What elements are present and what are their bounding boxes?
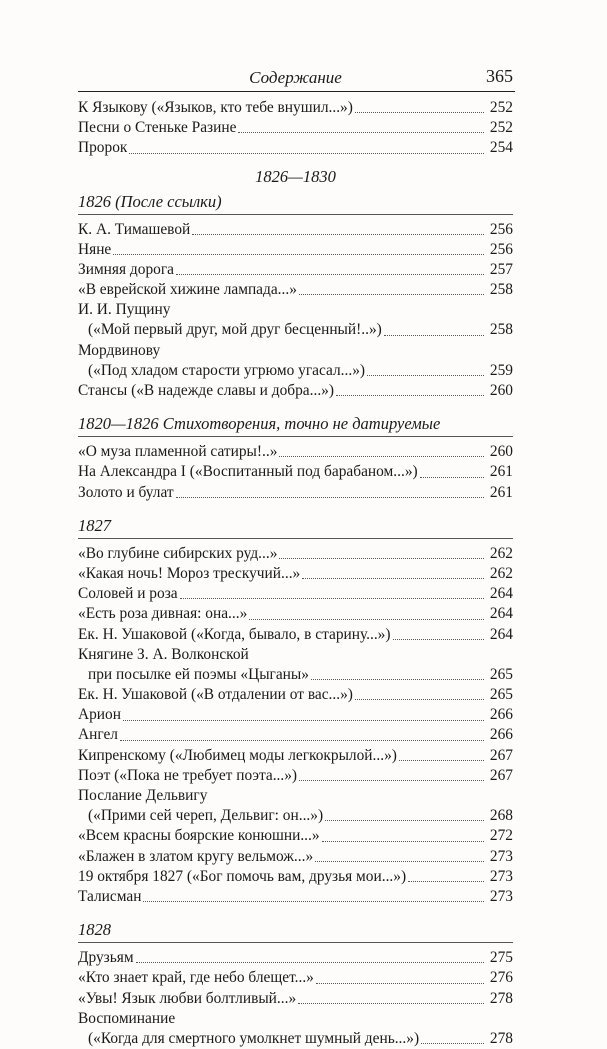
toc-entry-page: 256 xyxy=(489,240,513,258)
dot-leader xyxy=(421,1042,484,1044)
section-rule xyxy=(78,214,513,215)
toc-entry-title: «Блажен в златом кругу вельмож...» xyxy=(78,847,314,865)
toc-entry xyxy=(78,746,513,766)
toc-entry-title: Зимняя дорога xyxy=(78,260,174,278)
toc-entry-page: 262 xyxy=(489,544,513,562)
toc-entry xyxy=(78,462,513,482)
toc-entry-page: 266 xyxy=(489,726,513,744)
dot-leader xyxy=(279,455,484,457)
dot-leader xyxy=(192,233,484,235)
toc-entry-page: 258 xyxy=(489,281,513,299)
toc-entry-title: Послание Дельвигу xyxy=(78,787,208,805)
dot-leader xyxy=(311,678,484,680)
toc-entry-title: Кипренскому («Любимец моды легкокрылой...») xyxy=(78,746,397,764)
toc-entry xyxy=(78,118,513,138)
dot-leader xyxy=(355,111,484,113)
dot-leader xyxy=(238,131,484,133)
toc-entry-title: «Какая ночь! Мороз трескучий...» xyxy=(78,564,301,582)
toc-entry-title: («Прими сей череп, Дельвиг: он...») xyxy=(88,807,324,825)
toc-entry-title: Княгине З. А. Волконской xyxy=(78,645,249,663)
dot-leader xyxy=(420,476,484,478)
dot-leader xyxy=(299,293,484,295)
section-gap xyxy=(78,503,513,513)
toc-entry-page: 256 xyxy=(489,220,513,238)
toc-entry xyxy=(78,98,513,118)
toc-entry xyxy=(78,887,513,907)
dot-leader xyxy=(249,618,484,620)
toc-entry-page: 268 xyxy=(489,807,513,825)
toc-entry-page: 278 xyxy=(489,1029,513,1047)
toc-entry-title: К. А. Тимашевой xyxy=(78,220,191,238)
toc-entry-page: 272 xyxy=(489,827,513,845)
dot-leader xyxy=(113,253,484,255)
toc-entry-page: 257 xyxy=(489,260,513,278)
toc-entry-title: «В еврейской хижине лампада...» xyxy=(78,281,297,299)
toc-entry-page: 278 xyxy=(489,989,513,1007)
toc-entry xyxy=(78,240,513,260)
toc-entry xyxy=(78,968,513,988)
toc-entry-title: Стансы («В надежде славы и добра...») xyxy=(78,382,334,400)
toc-entry xyxy=(78,726,513,746)
dot-leader xyxy=(316,982,484,984)
dot-leader xyxy=(136,961,484,963)
toc-entry-title: «Всем красны боярские конюшни...» xyxy=(78,827,320,845)
toc-entry xyxy=(78,584,513,604)
header-rule xyxy=(78,91,515,92)
toc-entry xyxy=(78,260,513,280)
toc-entry-page: 267 xyxy=(489,766,513,784)
toc-entry xyxy=(78,665,513,685)
toc-entry-title: «Есть роза дивная: она...» xyxy=(78,605,248,623)
toc-entry-page: 260 xyxy=(489,382,513,400)
dot-leader xyxy=(384,334,484,336)
toc-entry xyxy=(78,604,513,624)
toc-entry xyxy=(78,685,513,705)
toc-entry-page: 261 xyxy=(489,463,513,481)
dot-leader xyxy=(180,597,484,599)
toc-entry-page: 265 xyxy=(489,686,513,704)
dot-leader xyxy=(120,739,484,741)
dot-leader xyxy=(315,860,484,862)
section-heading: 1820—1826 Стихотворения, точно не датируемые xyxy=(78,414,441,434)
toc-entry-title: Друзьям xyxy=(78,949,134,967)
toc-entry-title: Соловей и роза xyxy=(78,585,178,603)
toc-entry-title: Золото и булат xyxy=(78,483,174,501)
dot-leader xyxy=(302,577,484,579)
toc-entry-page: 275 xyxy=(489,949,513,967)
page-number: 365 xyxy=(486,66,513,86)
toc-entry-title: «О муза пламенной сатиры!..» xyxy=(78,443,278,461)
toc-entry-title: «Кто знает край, где небо блещет...» xyxy=(78,969,314,987)
toc-entry xyxy=(78,645,513,665)
toc-entry xyxy=(78,705,513,725)
toc-entry xyxy=(78,847,513,867)
dot-leader xyxy=(408,880,484,882)
toc-entry-page: 252 xyxy=(489,98,513,116)
toc-entry-page: 262 xyxy=(489,564,513,582)
section-heading: 1826 (После ссылки) xyxy=(78,191,222,211)
toc-entry-title: Песни о Стеньке Разине xyxy=(78,119,237,137)
toc-entry xyxy=(78,1029,513,1049)
table-of-contents xyxy=(78,98,513,1049)
toc-entry-page: 252 xyxy=(489,119,513,137)
toc-entry xyxy=(78,564,513,584)
toc-entry xyxy=(78,321,513,341)
toc-entry-title: 19 октября 1827 («Бог помочь вам, друзья мои...») xyxy=(78,867,407,885)
dot-leader xyxy=(298,1002,484,1004)
dot-leader xyxy=(123,719,484,721)
toc-entry-page: 254 xyxy=(489,139,513,157)
toc-entry-title: Пророк xyxy=(78,139,128,157)
toc-entry-title: Мордвинову xyxy=(78,341,161,359)
toc-entry xyxy=(78,948,513,968)
toc-entry xyxy=(78,867,513,887)
toc-entry-title: «Увы! Язык любви болтливый...» xyxy=(78,989,297,1007)
toc-entry xyxy=(78,826,513,846)
toc-entry-title: К Языкову («Языков, кто тебе внушил...») xyxy=(78,98,353,116)
toc-entry-title: И. И. Пущину xyxy=(78,301,171,319)
toc-entry-title: Ек. Н. Ушаковой («Когда, бывало, в старину...») xyxy=(78,625,391,643)
toc-entry-page: 260 xyxy=(489,443,513,461)
dot-leader xyxy=(299,779,484,781)
toc-entry xyxy=(78,341,513,361)
running-title: Содержание xyxy=(249,68,342,87)
toc-entry-page: 266 xyxy=(489,706,513,724)
dot-leader xyxy=(143,900,484,902)
dot-leader xyxy=(176,273,484,275)
toc-entry xyxy=(78,220,513,240)
dot-leader xyxy=(336,394,484,396)
dot-leader xyxy=(367,374,484,376)
toc-entry-title: («Когда для смертного умолкнет шумный день...») xyxy=(88,1029,420,1047)
toc-entry xyxy=(78,361,513,381)
toc-entry-title: Поэт («Пока не требует поэта...») xyxy=(78,766,298,784)
toc-entry-title: Талисман xyxy=(78,887,142,905)
toc-entry-page: 267 xyxy=(489,746,513,764)
section-heading: 1827 xyxy=(78,515,111,535)
toc-entry xyxy=(78,442,513,462)
toc-entry-page: 276 xyxy=(489,969,513,987)
toc-entry-title: («Под хладом старости угрюмо угасал...») xyxy=(88,361,366,379)
toc-entry-page: 264 xyxy=(489,585,513,603)
dot-leader xyxy=(322,840,484,842)
toc-entry-title: На Александра I («Воспитанный под барабаном...») xyxy=(78,463,418,481)
dot-leader xyxy=(129,152,484,154)
toc-entry-title: («Мой первый друг, мой друг бесценный!..») xyxy=(88,321,382,339)
period-heading: 1826—1830 xyxy=(255,166,336,186)
toc-entry-page: 261 xyxy=(489,483,513,501)
toc-entry-page: 258 xyxy=(489,321,513,339)
toc-entry-page: 273 xyxy=(489,887,513,905)
running-head xyxy=(78,64,513,92)
toc-entry-title: Ек. Н. Ушаковой («В отдалении от вас...») xyxy=(78,686,353,704)
toc-entry-page: 259 xyxy=(489,361,513,379)
toc-entry xyxy=(78,280,513,300)
toc-entry-page: 273 xyxy=(489,847,513,865)
toc-entry-page: 264 xyxy=(489,625,513,643)
section-heading: 1828 xyxy=(78,920,111,940)
toc-entry-page: 264 xyxy=(489,605,513,623)
section-rule xyxy=(78,538,513,539)
dot-leader xyxy=(279,557,484,559)
toc-entry-title: Няне xyxy=(78,240,112,258)
dot-leader xyxy=(393,638,484,640)
toc-entry xyxy=(78,786,513,806)
toc-entry xyxy=(78,483,513,503)
toc-entry-title: Воспоминание xyxy=(78,1009,176,1027)
dot-leader xyxy=(355,698,484,700)
section-gap xyxy=(78,401,513,411)
toc-entry xyxy=(78,989,513,1009)
toc-entry-page: 265 xyxy=(489,665,513,683)
toc-entry xyxy=(78,300,513,320)
toc-entry-page: 273 xyxy=(489,867,513,885)
dot-leader xyxy=(399,759,484,761)
toc-entry xyxy=(78,766,513,786)
toc-entry xyxy=(78,806,513,826)
toc-entry-title: «Во глубине сибирских руд...» xyxy=(78,544,278,562)
dot-leader xyxy=(176,496,484,498)
toc-entry-title: Ангел xyxy=(78,726,118,744)
toc-entry-title: при посылке ей поэмы «Цыганы» xyxy=(88,665,309,683)
toc-entry xyxy=(78,544,513,564)
toc-entry-title: Арион xyxy=(78,706,121,724)
toc-entry xyxy=(78,381,513,401)
toc-entry xyxy=(78,625,513,645)
section-rule xyxy=(78,942,513,943)
section-rule xyxy=(78,436,513,437)
section-gap xyxy=(78,907,513,917)
toc-entry xyxy=(78,1009,513,1029)
toc-entry xyxy=(78,138,513,158)
dot-leader xyxy=(325,819,484,821)
